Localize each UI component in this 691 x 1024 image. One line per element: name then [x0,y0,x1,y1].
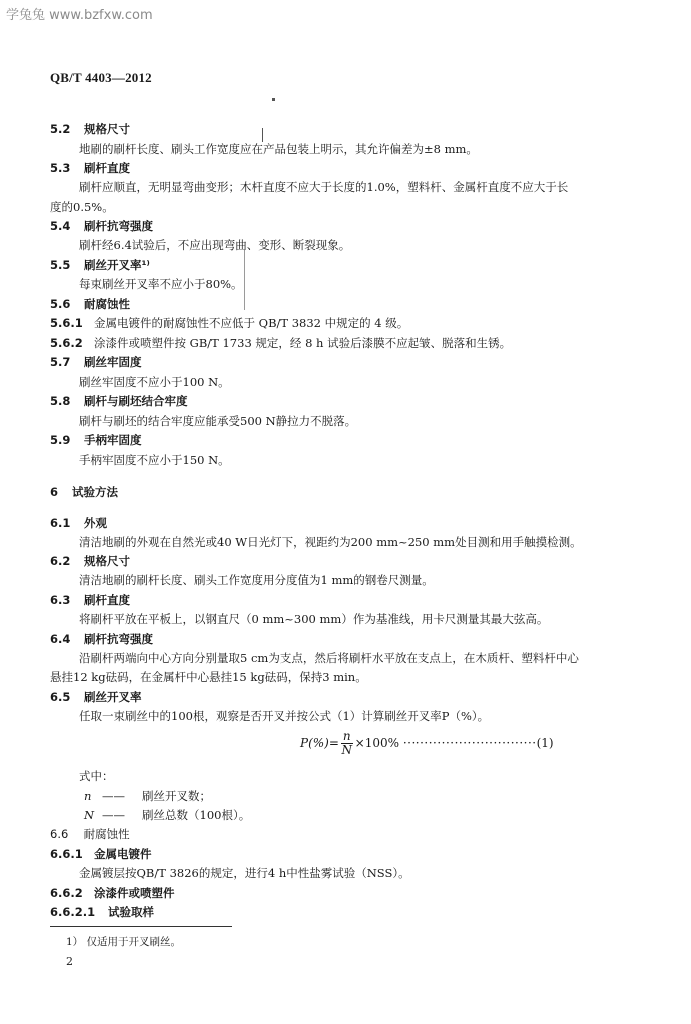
formula-numerator: n [342,729,351,743]
paragraph: 刷丝牢固度不应小于100 N。 [79,375,230,389]
paragraph: 将刷杆平放在平板上，以钢直尺（0 mm~300 mm）作为基准线，用卡尺测量其最大弦高。 [79,612,549,626]
paragraph: 任取一束刷丝中的100根，观察是否开叉并按公式（1）计算刷丝开叉率P（%）。 [79,709,490,723]
formula-1 [300,730,554,757]
section-5-3: 5.3 刷杆直度 [50,161,131,175]
paragraph: 地刷的刷杆长度、刷头工作宽度应在产品包装上明示，其允许偏差为±8 mm。 [79,142,478,156]
formula-number: (1) [536,736,554,750]
paragraph: 度的0.5%。 [50,200,114,214]
section-5-6: 5.6 耐腐蚀性 [50,297,131,311]
paragraph: 每束刷丝开叉率不应小于80%。 [79,277,243,291]
section-6-4: 6.4 刷杆抗弯强度 [50,632,154,646]
variable-row: N —— 刷丝总数（100根）。 [84,808,251,822]
formula-leader: ······························· [402,736,537,750]
scan-mark [272,98,275,101]
paragraph: 清洁地刷的刷杆长度、刷头工作宽度用分度值为1 mm的钢卷尺测量。 [79,573,434,587]
footnote: 1） 仅适用于开叉刷丝。 [66,936,182,948]
section-6-3: 6.3 刷杆直度 [50,593,131,607]
paragraph: 沿刷杆两端向中心方向分别量取5 cm为支点，然后将刷杆水平放在支点上，在木质杆、塑料杆中心 [79,651,579,665]
footnote-divider [50,926,232,927]
section-5-9: 5.9 手柄牢固度 [50,433,142,447]
section-6-6-1: 6.6.1 金属电镀件 [50,847,152,861]
paragraph: 刷杆经6.4试验后，不应出现弯曲、变形、断裂现象。 [79,238,351,252]
variable-row: n —— 刷丝开叉数； [84,789,211,803]
section-6-6-2-1: 6.6.2.1 试验取样 [50,905,154,919]
section-5-2: 5.2 规格尺寸 [50,122,131,136]
scan-line [244,250,245,310]
paragraph: 刷杆应顺直，无明显弯曲变形；木杆直度不应大于长度的1.0%，塑料杆、金属杆直度不应大于长 [79,180,569,194]
formula-fraction [341,730,353,757]
section-6-6-2: 6.6.2 涂漆件或喷塑件 [50,886,175,900]
scan-line [262,128,263,142]
paragraph: 刷杆与刷坯的结合牢度应能承受500 N静拉力不脱落。 [79,414,357,428]
paragraph: 金属镀层按QB/T 3826的规定，进行4 h中性盐雾试验（NSS）。 [79,866,410,880]
section-5-5: 5.5 刷丝开叉率¹⁾ [50,258,150,272]
paragraph: 手柄牢固度不应小于150 N。 [79,453,230,467]
section-5-7: 5.7 刷丝牢固度 [50,355,142,369]
section-5-6-1: 5.6.1 金属电镀件的耐腐蚀性不应低于 QB/T 3832 中规定的 4 级。 [50,316,409,330]
paragraph: 清洁地刷的外观在自然光或40 W日光灯下，视距约为200 mm~250 mm处目测和用手触摸检测。 [79,535,582,549]
where-label: 式中： [79,769,114,783]
standard-header: QB/T 4403—2012 [50,70,152,85]
section-6-2: 6.2 规格尺寸 [50,554,131,568]
formula-lhs: P(%)= [300,736,339,750]
watermark: 学兔兔 www.bzfxw.com [6,8,153,23]
page-number: 2 [66,955,73,968]
section-6: 6 试验方法 [50,485,118,499]
section-5-6-2: 5.6.2 涂漆件或喷塑件按 GB/T 1733 规定，经 8 h 试验后漆膜不应起皱、脱落和生锈。 [50,336,512,350]
section-5-8: 5.8 刷杆与刷坯结合牢度 [50,394,188,408]
paragraph: 悬挂12 kg砝码，在金属杆中心悬挂15 kg砝码，保持3 min。 [50,670,367,684]
section-6-5: 6.5 刷丝开叉率 [50,690,142,704]
formula-rhs: ×100% [354,736,400,750]
section-6-6: 6.6 耐腐蚀性 [50,827,130,841]
section-6-1: 6.1 外观 [50,516,108,530]
section-5-4: 5.4 刷杆抗弯强度 [50,219,154,233]
formula-denominator: N [341,743,353,757]
